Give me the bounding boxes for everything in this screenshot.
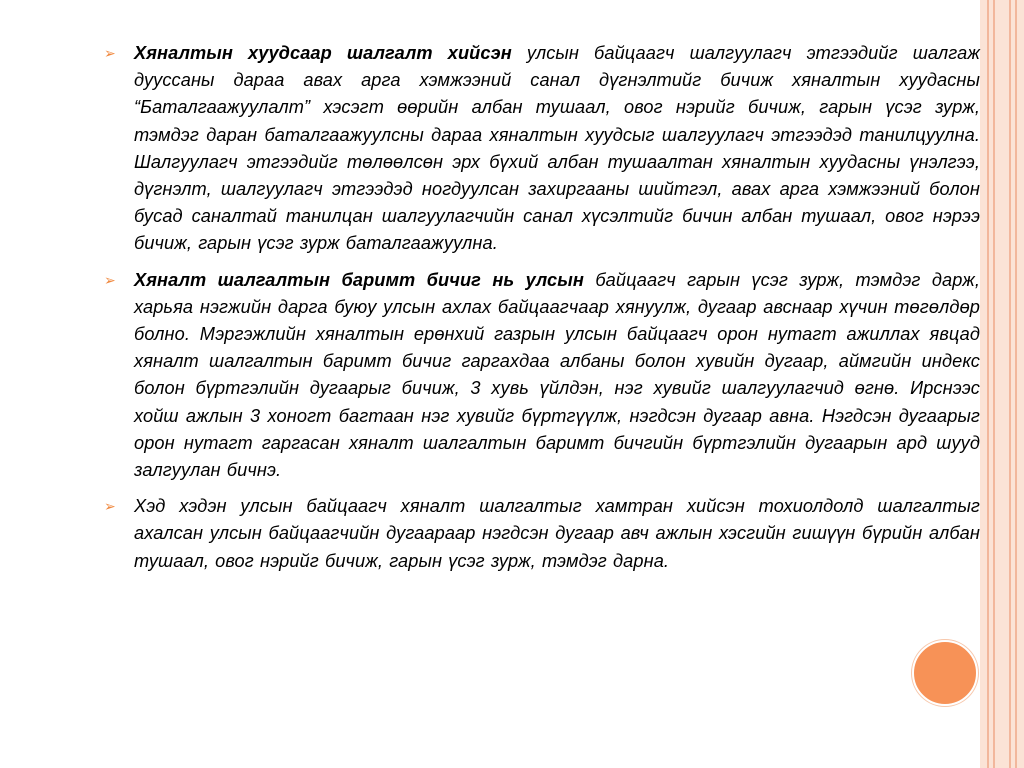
decorative-circle bbox=[912, 640, 978, 706]
slide-content bbox=[104, 40, 980, 584]
decorative-stripe-line bbox=[1009, 0, 1011, 768]
bullet-item bbox=[104, 267, 980, 485]
bullet-lead: Хяналтын хуудсаар шалгалт хийсэн bbox=[134, 43, 512, 63]
decorative-stripe-line bbox=[993, 0, 995, 768]
bullet-lead: Хяналт шалгалтын баримт бичиг нь улсын bbox=[134, 269, 584, 290]
decorative-stripe-line bbox=[987, 0, 989, 768]
bullet-item bbox=[104, 493, 980, 575]
bullet-text: улсын байцаагч шалгуулагч этгээдийг шалгаж дууссаны дараа авах арга хэмжээний санал дүгнэлтийг бичиж хяналтын хуудасны “Баталгаажуулалт” хэсэгт өөрийн албан тушаал, овог нэрийг бичиж, гарын үсэг зурж, тэмдэг даран баталгаажуулсны дараа хяналтын хуудсыг шалгуулагч этгээдэд танилцуулна. Шалгуулагч этгээдийг төлөөлсөн эрх бүхий албан тушаалтан хяналтын хуудасны үнэлгээ, дүгнэлт, шалгуулагч этгээдэд ногдуулсан захиргааны шийтгэл, авах арга хэмжээний болон бусад саналтай танилцан шалгуулагчийн санал хүсэлтийг бичин албан тушаал, овог нэрээ бичиж, гарын үсэг зурж баталгаажуулна. bbox=[134, 43, 980, 254]
arrow-bullet-icon: ➢ bbox=[104, 271, 116, 288]
arrow-bullet-icon: ➢ bbox=[104, 498, 116, 515]
decorative-stripe-line bbox=[1015, 0, 1017, 768]
bullet-text: байцаагч гарын үсэг зурж, тэмдэг дарж, харьяа нэгжийн дарга буюу улсын ахлах байцаагчаар хянуулж, дугаар авснаар хүчин төгөлдөр болно. Мэргэжлийн хяналтын ерөнхий газрын улсын байцаагч орон нутагт ажиллах явцад хяналт шалгалтын баримт бичиг гаргахдаа албаны болон хувийн дугаар, аймгийн индекс болон бүртгэлийн дугаарыг бичиж, 3 хувь үйлдэн, нэг хувийг шалгуулагчид өгнө. Ирснээс хойш ажлын 3 хоногт багтаан нэг хувийг бүртгүүлж, нэгдсэн дугаар авна. Нэгдсэн дугаарыг орон нутагт гаргасан хяналт шалгалтын баримт бичгийн бүртгэлийн дугаарын ард шууд залгуулан бичнэ. bbox=[134, 269, 980, 481]
bullet-text: Хэд хэдэн улсын байцаагч хяналт шалгалтыг хамтран хийсэн тохиолдолд шалгалтыг ахалсан улсын байцаагчийн дугаараар нэгдсэн дугаар авч ажлын хэсгийн гишүүн бүрийн албан тушаал, овог нэрийг бичиж, гарын үсэг зурж, тэмдэг дарна. bbox=[134, 496, 980, 571]
arrow-bullet-icon: ➢ bbox=[104, 45, 116, 61]
bullet-item bbox=[104, 40, 980, 258]
